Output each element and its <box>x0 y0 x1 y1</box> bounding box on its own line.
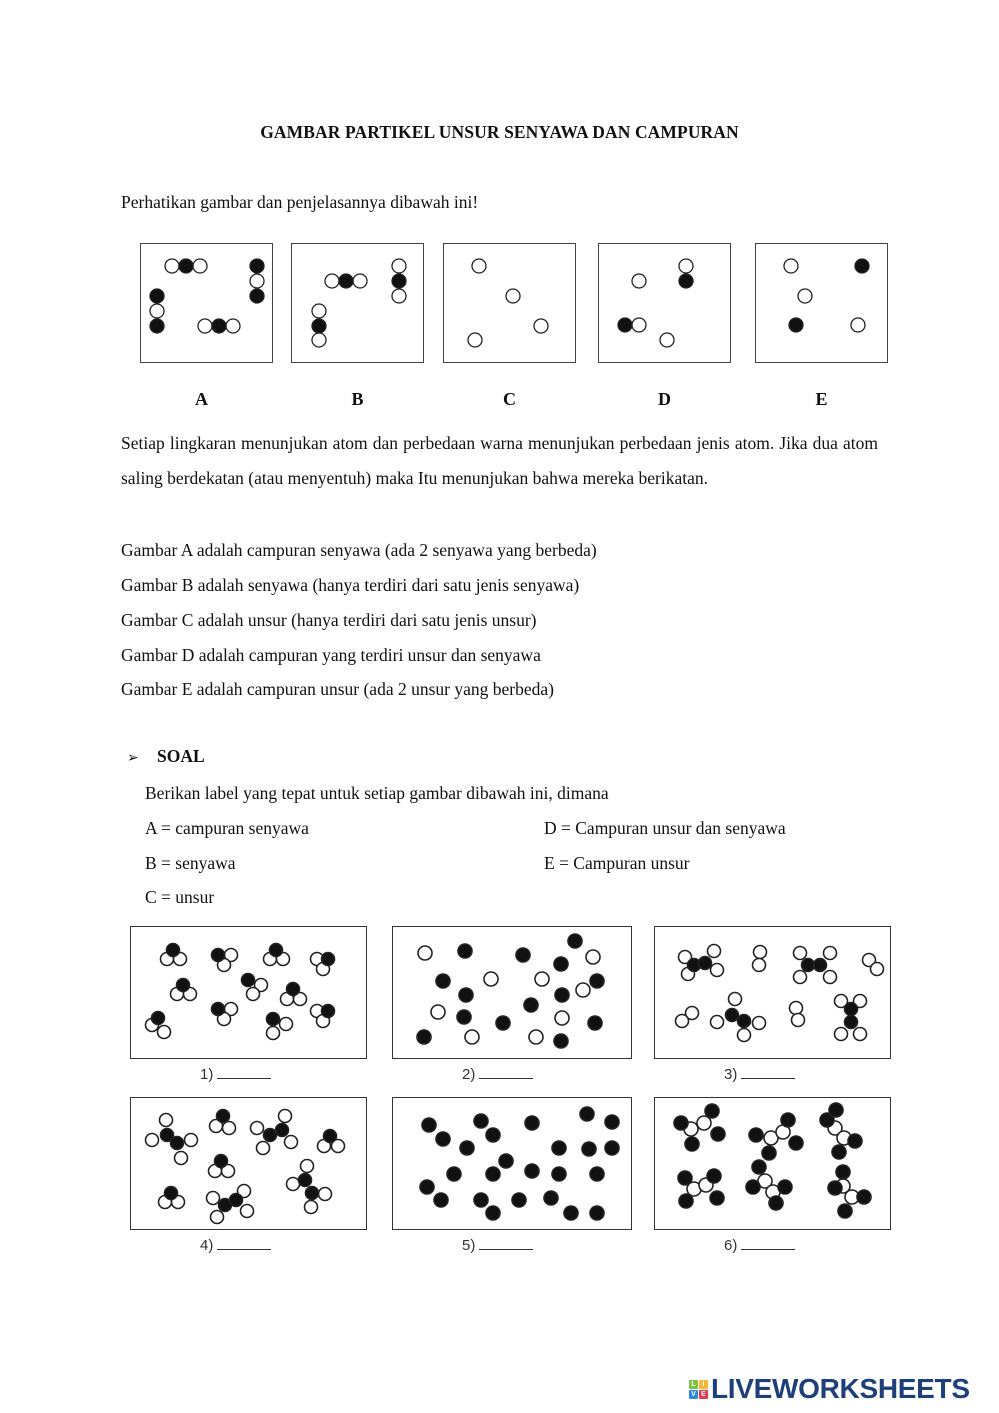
black-atom-icon <box>150 289 164 303</box>
black-atom-icon <box>459 988 473 1002</box>
black-atom-icon <box>554 957 568 971</box>
black-atom-icon <box>544 1191 558 1205</box>
black-atom-icon <box>287 983 300 996</box>
white-atom-icon <box>250 274 264 288</box>
white-atom-icon <box>279 1110 292 1123</box>
white-atom-icon <box>711 1016 724 1029</box>
white-atom-icon <box>285 1136 298 1149</box>
white-atom-icon <box>534 319 548 333</box>
question-number: 4) <box>200 1237 214 1254</box>
white-atom-icon <box>576 983 590 997</box>
black-atom-icon <box>568 934 582 948</box>
black-atom-icon <box>678 1171 692 1185</box>
white-atom-icon <box>798 289 812 303</box>
black-atom-icon <box>422 1118 436 1132</box>
black-atom-icon <box>496 1016 510 1030</box>
white-atom-icon <box>529 1030 543 1044</box>
white-atom-icon <box>535 972 549 986</box>
white-atom-icon <box>753 959 766 972</box>
white-atom-icon <box>465 1030 479 1044</box>
question-label <box>724 1237 795 1254</box>
black-atom-icon <box>554 1034 568 1048</box>
black-atom-icon <box>552 1167 566 1181</box>
black-atom-icon <box>420 1180 434 1194</box>
black-atom-icon <box>564 1206 578 1220</box>
question-label <box>462 1066 533 1083</box>
black-atom-icon <box>516 948 530 962</box>
white-atom-icon <box>484 972 498 986</box>
black-atom-icon <box>486 1167 500 1181</box>
black-atom-icon <box>242 974 255 987</box>
white-atom-icon <box>158 1026 171 1039</box>
white-atom-icon <box>555 1011 569 1025</box>
black-atom-icon <box>590 1167 604 1181</box>
answer-blank-input[interactable] <box>741 1066 795 1079</box>
explanation-line-d: Gambar D adalah campuran yang terdiri unsur dan senyawa <box>121 645 541 665</box>
white-atom-icon <box>257 1142 270 1155</box>
black-atom-icon <box>855 259 869 273</box>
black-atom-icon <box>322 1005 335 1018</box>
black-atom-icon <box>685 1137 699 1151</box>
example-figure-c <box>443 243 576 363</box>
white-atom-icon <box>871 963 884 976</box>
black-atom-icon <box>580 1107 594 1121</box>
white-atom-icon <box>754 946 767 959</box>
black-atom-icon <box>457 1010 471 1024</box>
answer-blank-input[interactable] <box>741 1237 795 1250</box>
black-atom-icon <box>605 1141 619 1155</box>
white-atom-icon <box>150 304 164 318</box>
white-atom-icon <box>784 259 798 273</box>
white-atom-icon <box>790 1002 803 1015</box>
white-atom-icon <box>753 1017 766 1030</box>
answer-blank-input[interactable] <box>479 1066 533 1079</box>
white-atom-icon <box>794 971 807 984</box>
black-atom-icon <box>152 1012 165 1025</box>
white-atom-icon <box>312 304 326 318</box>
white-atom-icon <box>325 274 339 288</box>
black-atom-icon <box>474 1114 488 1128</box>
black-atom-icon <box>436 974 450 988</box>
black-atom-icon <box>217 1110 230 1123</box>
black-atom-icon <box>230 1194 243 1207</box>
black-atom-icon <box>762 1146 776 1160</box>
white-atom-icon <box>711 964 724 977</box>
white-atom-icon <box>175 1152 188 1165</box>
logo-tile: E <box>699 1390 708 1399</box>
black-atom-icon <box>179 259 193 273</box>
white-atom-icon <box>241 1205 254 1218</box>
white-atom-icon <box>679 259 693 273</box>
white-atom-icon <box>392 259 406 273</box>
example-figure-d <box>598 243 731 363</box>
white-atom-icon <box>676 1015 689 1028</box>
white-atom-icon <box>632 274 646 288</box>
black-atom-icon <box>339 274 353 288</box>
logo-tile: I <box>699 1380 708 1389</box>
white-atom-icon <box>431 1005 445 1019</box>
key-d: D = Campuran unsur dan senyawa <box>544 818 786 838</box>
key-a: A = campuran senyawa <box>145 818 309 838</box>
black-atom-icon <box>752 1160 766 1174</box>
black-atom-icon <box>857 1190 871 1204</box>
black-atom-icon <box>789 1136 803 1150</box>
white-atom-icon <box>165 259 179 273</box>
black-atom-icon <box>525 1116 539 1130</box>
white-atom-icon <box>468 333 482 347</box>
black-atom-icon <box>392 274 406 288</box>
question-number: 3) <box>724 1066 738 1083</box>
example-figure-a <box>140 243 273 363</box>
white-atom-icon <box>226 319 240 333</box>
white-atom-icon <box>301 1160 314 1173</box>
key-e: E = Campuran unsur <box>544 853 690 873</box>
black-atom-icon <box>749 1128 763 1142</box>
black-atom-icon <box>679 274 693 288</box>
explanation-paragraph: Setiap lingkaran menunjukan atom dan perbedaan warna menunjukan perbedaan jenis atom. Jika dua atom saling berdekatan (atau menyentuh) maka Itu menunjukan bahwa mereka berikatan. <box>121 433 878 488</box>
white-atom-icon <box>312 333 326 347</box>
black-atom-icon <box>447 1167 461 1181</box>
white-atom-icon <box>305 1201 318 1214</box>
soal-heading <box>127 746 205 767</box>
black-atom-icon <box>829 1103 843 1117</box>
black-atom-icon <box>778 1180 792 1194</box>
white-atom-icon <box>319 1188 332 1201</box>
arrow-bullet-icon: ➢ <box>127 751 139 766</box>
black-atom-icon <box>674 1116 688 1130</box>
white-atom-icon <box>418 946 432 960</box>
black-atom-icon <box>605 1115 619 1129</box>
black-atom-icon <box>512 1193 526 1207</box>
question-label <box>462 1237 533 1254</box>
black-atom-icon <box>474 1193 488 1207</box>
question-number: 2) <box>462 1066 476 1083</box>
black-atom-icon <box>171 1137 184 1150</box>
black-atom-icon <box>267 1013 280 1026</box>
black-atom-icon <box>746 1180 760 1194</box>
logo-tile: L <box>689 1380 698 1389</box>
black-atom-icon <box>499 1154 513 1168</box>
black-atom-icon <box>832 1145 846 1159</box>
white-atom-icon <box>506 289 520 303</box>
black-atom-icon <box>270 944 283 957</box>
white-atom-icon <box>729 993 742 1006</box>
black-atom-icon <box>212 949 225 962</box>
black-atom-icon <box>212 1003 225 1016</box>
explanation-line-b: Gambar B adalah senyawa (hanya terdiri dari satu jenis senyawa) <box>121 575 580 595</box>
black-atom-icon <box>150 319 164 333</box>
white-atom-icon <box>287 1178 300 1191</box>
explanation-line-c: Gambar C adalah unsur (hanya terdiri dari satu jenis unsur) <box>121 610 537 630</box>
liveworksheets-logo <box>689 1373 970 1405</box>
black-atom-icon <box>486 1128 500 1142</box>
black-atom-icon <box>845 1003 858 1016</box>
question-figure-2 <box>392 926 632 1059</box>
soal-instruction: Berikan label yang tepat untuk setiap gambar dibawah ini, dimana <box>145 783 609 803</box>
black-atom-icon <box>845 1016 858 1029</box>
black-atom-icon <box>705 1104 719 1118</box>
question-label <box>724 1066 795 1083</box>
black-atom-icon <box>590 974 604 988</box>
question-figure-6 <box>654 1097 891 1230</box>
white-atom-icon <box>267 1027 280 1040</box>
black-atom-icon <box>738 1015 751 1028</box>
question-figure-1 <box>130 926 367 1059</box>
white-atom-icon <box>251 1122 264 1135</box>
black-atom-icon <box>588 1016 602 1030</box>
black-atom-icon <box>250 259 264 273</box>
black-atom-icon <box>525 1164 539 1178</box>
explanation-line-a: Gambar A adalah campuran senyawa (ada 2 senyawa yang berbeda) <box>121 540 597 560</box>
black-atom-icon <box>555 988 569 1002</box>
example-figure-label: A <box>195 389 208 409</box>
black-atom-icon <box>679 1194 693 1208</box>
answer-blank-input[interactable] <box>217 1237 271 1250</box>
black-atom-icon <box>458 944 472 958</box>
example-figure-b <box>291 243 424 363</box>
black-atom-icon <box>838 1204 852 1218</box>
question-number: 1) <box>200 1066 214 1083</box>
white-atom-icon <box>835 1028 848 1041</box>
black-atom-icon <box>264 1129 277 1142</box>
white-atom-icon <box>854 1028 867 1041</box>
white-atom-icon <box>280 1018 293 1031</box>
white-atom-icon <box>660 333 674 347</box>
white-atom-icon <box>207 1192 220 1205</box>
black-atom-icon <box>582 1142 596 1156</box>
black-atom-icon <box>618 318 632 332</box>
black-atom-icon <box>460 1141 474 1155</box>
question-figure-5 <box>392 1097 632 1230</box>
black-atom-icon <box>769 1196 783 1210</box>
black-atom-icon <box>836 1165 850 1179</box>
question-figure-3 <box>654 926 891 1059</box>
black-atom-icon <box>212 319 226 333</box>
black-atom-icon <box>789 318 803 332</box>
explanation-line-e: Gambar E adalah campuran unsur (ada 2 unsur yang berbeda) <box>121 679 554 699</box>
white-atom-icon <box>353 274 367 288</box>
white-atom-icon <box>185 1134 198 1147</box>
black-atom-icon <box>552 1141 566 1155</box>
black-atom-icon <box>707 1169 721 1183</box>
black-atom-icon <box>802 959 815 972</box>
black-atom-icon <box>276 1124 289 1137</box>
black-atom-icon <box>726 1009 739 1022</box>
white-atom-icon <box>223 1122 236 1135</box>
page-title: GAMBAR PARTIKEL UNSUR SENYAWA DAN CAMPURAN <box>260 122 739 142</box>
black-atom-icon <box>434 1193 448 1207</box>
white-atom-icon <box>198 319 212 333</box>
black-atom-icon <box>165 1187 178 1200</box>
white-atom-icon <box>851 318 865 332</box>
white-atom-icon <box>586 950 600 964</box>
black-atom-icon <box>306 1187 319 1200</box>
white-atom-icon <box>472 259 486 273</box>
black-atom-icon <box>710 1191 724 1205</box>
black-atom-icon <box>699 957 712 970</box>
black-atom-icon <box>322 953 335 966</box>
logo-wordmark: LIVEWORKSHEETS <box>711 1373 970 1404</box>
black-atom-icon <box>711 1127 725 1141</box>
black-atom-icon <box>781 1113 795 1127</box>
example-figure-label: B <box>351 389 364 409</box>
key-c: C = unsur <box>145 887 215 907</box>
black-atom-icon <box>436 1132 450 1146</box>
white-atom-icon <box>247 988 260 1001</box>
white-atom-icon <box>160 1114 173 1127</box>
answer-blank-input[interactable] <box>217 1066 271 1079</box>
white-atom-icon <box>146 1134 159 1147</box>
black-atom-icon <box>828 1181 842 1195</box>
black-atom-icon <box>590 1206 604 1220</box>
white-atom-icon <box>632 318 646 332</box>
question-number: 6) <box>724 1237 738 1254</box>
black-atom-icon <box>324 1130 337 1143</box>
example-figure-e <box>755 243 888 363</box>
white-atom-icon <box>193 259 207 273</box>
white-atom-icon <box>211 1211 224 1224</box>
black-atom-icon <box>417 1030 431 1044</box>
intro-text: Perhatikan gambar dan penjelasannya dibawah ini! <box>121 192 479 212</box>
logo-tile: V <box>689 1390 698 1399</box>
question-label <box>200 1066 271 1083</box>
white-atom-icon <box>824 947 837 960</box>
question-number: 5) <box>462 1237 476 1254</box>
black-atom-icon <box>486 1206 500 1220</box>
white-atom-icon <box>708 945 721 958</box>
live-tiles-icon <box>689 1380 708 1399</box>
example-figure-label: D <box>658 389 671 409</box>
key-b: B = senyawa <box>145 853 236 873</box>
example-figure-label: C <box>503 389 516 409</box>
soal-heading-label: SOAL <box>157 746 205 766</box>
white-atom-icon <box>824 971 837 984</box>
white-atom-icon <box>738 1029 751 1042</box>
white-atom-icon <box>794 947 807 960</box>
black-atom-icon <box>848 1134 862 1148</box>
answer-blank-input[interactable] <box>479 1237 533 1250</box>
black-atom-icon <box>250 289 264 303</box>
white-atom-icon <box>792 1014 805 1027</box>
white-atom-icon <box>392 289 406 303</box>
black-atom-icon <box>215 1155 228 1168</box>
question-label <box>200 1237 271 1254</box>
black-atom-icon <box>177 979 190 992</box>
black-atom-icon <box>299 1174 312 1187</box>
black-atom-icon <box>312 319 326 333</box>
example-figure-label: E <box>815 389 828 409</box>
black-atom-icon <box>167 944 180 957</box>
black-atom-icon <box>814 959 827 972</box>
question-figure-4 <box>130 1097 367 1230</box>
black-atom-icon <box>524 998 538 1012</box>
